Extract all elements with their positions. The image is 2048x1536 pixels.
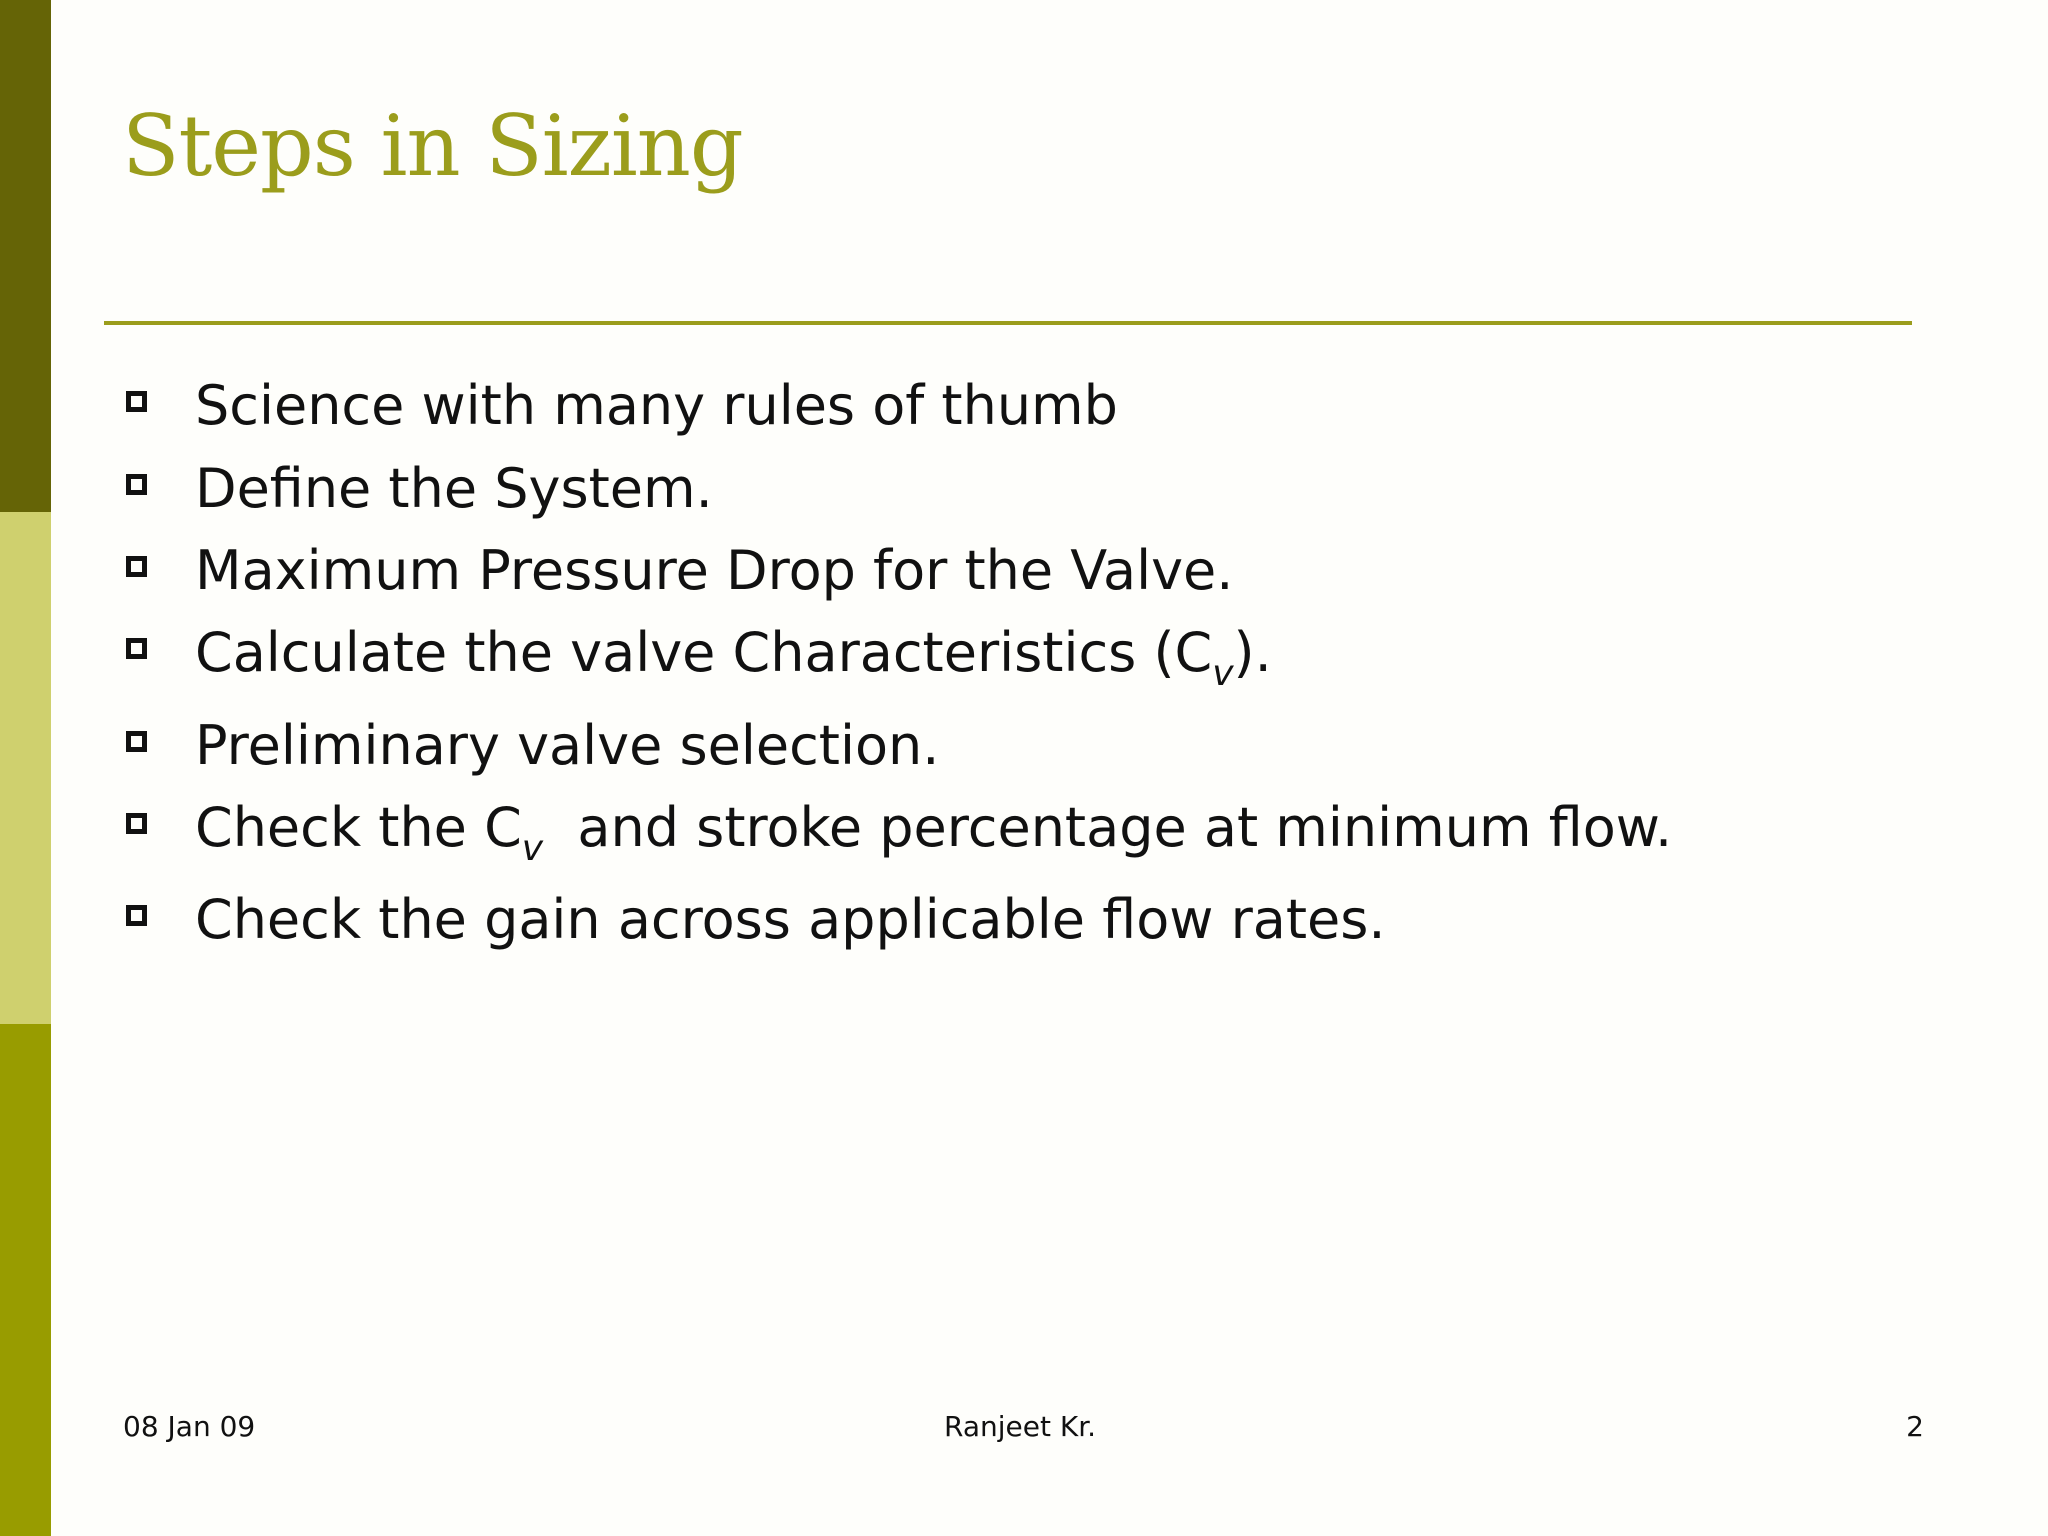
footer-date: 08 Jan 09: [123, 1410, 256, 1443]
square-bullet-icon: [126, 391, 147, 412]
bullet-text: [195, 620, 1272, 694]
bullet-text: Maximum Pressure Drop for the Valve.: [195, 538, 1234, 602]
side-bar-light: [0, 512, 51, 1024]
bullet-item: [126, 370, 1118, 440]
subscript-v: v: [1212, 652, 1234, 694]
bullet-item: [126, 535, 1233, 605]
side-bar-olive: [0, 1024, 51, 1536]
side-bar-dark: [0, 0, 51, 512]
bullet-text: Preliminary valve selection.: [195, 713, 940, 777]
square-bullet-icon: [126, 556, 147, 577]
footer-page-number: 2: [1906, 1410, 1924, 1443]
slide-title: Steps in Sizing: [122, 97, 743, 195]
square-bullet-icon: [126, 905, 147, 926]
bullet-text-part: ).: [1233, 620, 1272, 684]
footer-author: Ranjeet Kr.: [944, 1410, 1097, 1443]
bullet-text-part: and stroke percentage at minimum flow.: [543, 795, 1673, 859]
bullet-text: [195, 795, 1673, 869]
subscript-v: v: [521, 827, 544, 869]
square-bullet-icon: [126, 813, 147, 834]
bullet-item: [126, 453, 713, 523]
bullet-text-part: Check the C: [195, 795, 522, 859]
bullet-text: Check the gain across applicable flow rates.: [195, 887, 1386, 951]
square-bullet-icon: [126, 638, 147, 659]
bullet-item: [126, 710, 939, 780]
bullet-item: [126, 617, 1272, 694]
bullet-text: Science with many rules of thumb: [195, 373, 1118, 437]
square-bullet-icon: [126, 474, 147, 495]
bullet-text-part: Calculate the valve Characteristics (C: [195, 620, 1213, 684]
title-divider: [104, 321, 1912, 325]
square-bullet-icon: [126, 731, 147, 752]
bullet-text: Define the System.: [195, 456, 713, 520]
bullet-item: [126, 884, 1386, 954]
bullet-item: [126, 792, 1673, 869]
